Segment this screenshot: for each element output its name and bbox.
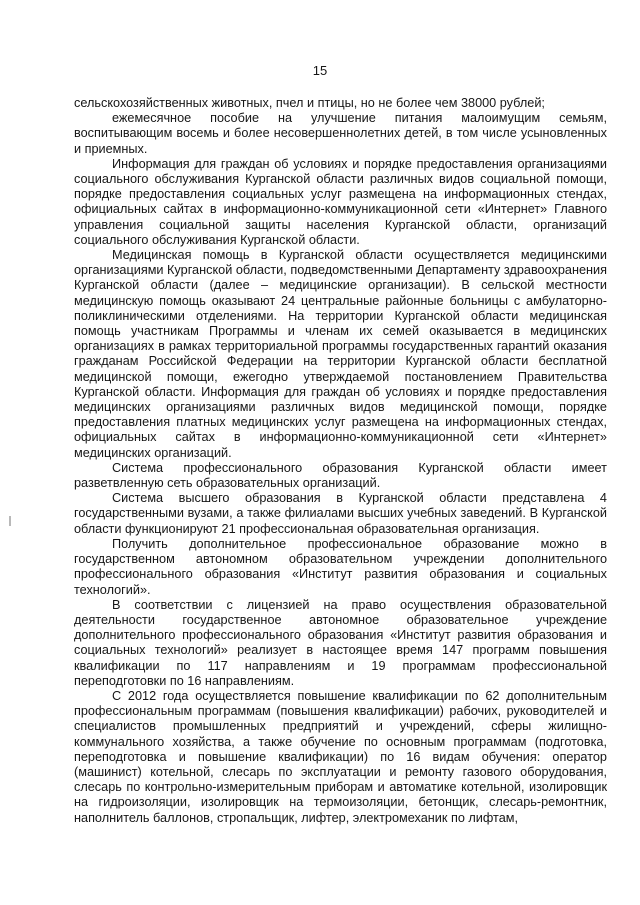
paragraph-medical-care: Медицинская помощь в Курганской области осуществляется медицинскими организациями Курганской области, подведомственными Департаменту здравоохранения Курганской области (далее – медицинские организации). В сельской местности медицинскую помощь оказывают 24 центральные районные больницы с амбулаторно-поликлиническими отделениями. На территории Курганской области медицинская помощь участникам Программы и членам их семей оказывается в медицинских организациях в рамках территориальной программы государственных гарантий оказания гражданам Российской Федерации на территории Курганской области бесплатной медицинской помощи, ежегодно утверждаемой постановлением Правительства Курганской области. Информация для граждан об условиях и порядке предоставления медицинских организациями различных видов медицинской помощи, порядке предоставления платных медицинских услуг размещена на информационных стендах, официальных сайтах в информационно-коммуникационной сети «Интернет» медицинских организаций. [74,248,607,460]
paragraph-continuation: сельскохозяйственных животных, пчел и птицы, но не более чем 38000 рублей; [74,96,545,110]
paragraph-nutrition-allowance: ежемесячное пособие на улучшение питания малоимущим семьям, воспитывающим восемь и более несовершеннолетних детей, в том числе усыновленных и приемных. [74,111,607,156]
paragraph-higher-education: Система высшего образования в Курганской области представлена 4 государственными вузами, а также филиалами высших учебных заведений. В Курганской области функционируют 21 профессиональная образовательная организация. [74,491,607,536]
paragraph-license-programs: В соответствии с лицензией на право осуществления образовательной деятельности государственное автономное образовательное учреждение дополнительного профессионального образования «Институт развития образования и социальных технологий» реализует в настоящее время 147 программ повышения квалификации по 117 направлениям и 19 программам профессиональной переподготовки по 16 направлениям. [74,597,607,688]
page-number: 15 [312,63,328,78]
paragraph-additional-education: Получить дополнительное профессиональное образование можно в государственном автономном образовательном учреждении дополнительного профессионального образования «Институт развития образования и социальных технологий». [74,536,607,597]
paragraph-social-services-info: Информация для граждан об условиях и порядке предоставления организациями социального обслуживания Курганской области различных видов социальной помощи, порядке предоставления социальных услуг размещена на информационных стендах, официальных сайтах в информационно-коммуникационной сети «Интернет» Главного управления социальной защиты населения Курганской области, организаций социального обслуживания Курганской области. [74,156,607,247]
document-body [74,96,607,826]
paragraph-qualification-since-2012: С 2012 года осуществляется повышение квалификации по 62 дополнительным профессиональным программам (повышения квалификации) рабочих, руководителей и специалистов промышленных предприятий и учреждений, сферы жилищно-коммунального хозяйства, а также обучение по основным программам (подготовка, переподготовка и повышение квалификации) по 16 видам обучения: оператор (машинист) котельной, слесарь по эксплуатации и ремонту газового оборудования, слесарь по контрольно-измерительным приборам и автоматике котельной, изолировщик на гидроизоляции, изолировщик на термоизоляции, бетонщик, слесарь-ремонтник, наполнитель баллонов, стропальщик, лифтер, электромеханик по лифтам, [74,688,607,825]
paragraph-vocational-education-system: Система профессионального образования Курганской области имеет разветвленную сеть образовательных организаций. [74,460,607,491]
margin-mark [9,516,11,526]
